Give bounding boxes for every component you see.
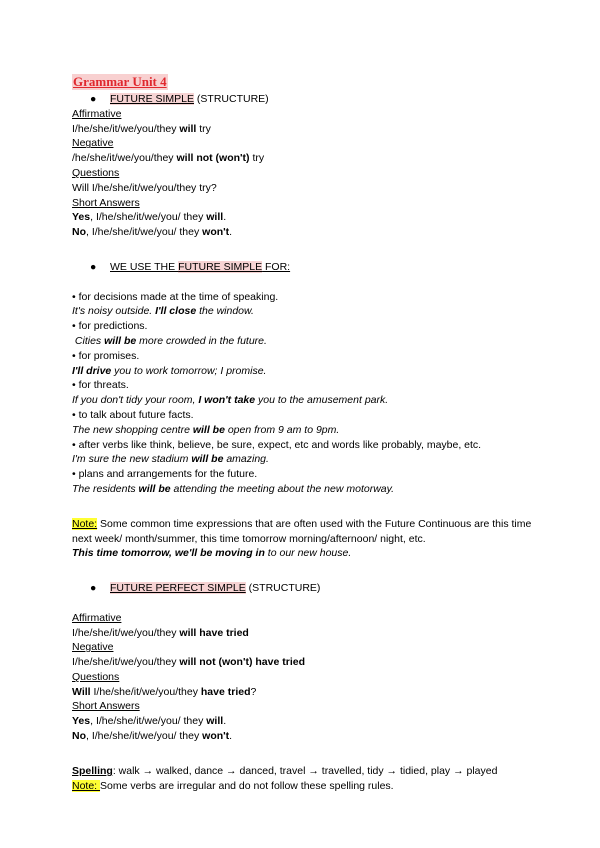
short-answer-no: No, I/he/she/it/we/you/ they won't. [72,730,233,743]
bullet-icon: ● [90,582,97,595]
bullet-icon: ● [90,93,97,105]
use-example: Cities will be more crowded in the future. [74,334,267,347]
affirmative-label: Affirmative [72,611,122,624]
short-answers-label: Short Answers [72,700,140,713]
bullet-icon: ● [90,260,97,273]
use-example: I'm sure the new stadium will be amazing. [72,453,269,466]
use-item: • after verbs like think, believe, be sure, expect, etc and words like probably, maybe, etc. [72,438,482,451]
questions-label: Questions [72,166,120,179]
short-answer-yes: Yes, I/he/she/it/we/you/ they will. [72,211,227,224]
short-answers-label: Short Answers [72,196,140,209]
note-label: Note: [72,517,98,530]
use-item: • for threats. [72,379,129,392]
affirmative-line: I/he/she/it/we/you/they will have tried [72,626,249,639]
questions-label: Questions [72,670,120,683]
spelling-label: Spelling [72,764,113,777]
use-item: • to talk about future facts. [72,408,194,421]
affirmative-line: I/he/she/it/we/you/they will try [72,122,211,135]
use-example: It's noisy outside. I'll close the window. [72,305,254,318]
negative-line: I/he/she/it/we/you/they will not (won't) have tried [72,656,305,669]
questions-line: Will I/he/she/it/we/you/they have tried? [72,685,257,698]
spelling-line: Spelling: walk → walked, dance → danced, travel → travelled, tidy → tidied, play → played [72,764,498,777]
use-item: • for predictions. [72,320,148,333]
use-example: The new shopping centre will be open from 9 am to 9pm. [72,423,340,436]
use-example: I'll drive you to work tomorrow; I promise. [72,364,267,377]
section-heading-future-simple: ● FUTURE SIMPLE (STRUCTURE) [90,93,269,105]
use-example: The residents will be attending the meeting about the new motorway. [72,482,395,495]
questions-line: Will I/he/she/it/we/you/they try? [72,181,217,194]
affirmative-label: Affirmative [72,107,122,120]
section-heading-future-perfect: ● FUTURE PERFECT SIMPLE (STRUCTURE) [90,582,321,595]
note-paragraph: Note: Some common time expressions that are often used with the Future Continuous are this time next week/ month/summer, this time tomorrow morning/afternoon/ night, etc. [72,517,532,545]
note-example: This time tomorrow, we'll be moving in to our new house. [72,547,352,560]
document-page [72,74,532,793]
page-title: Grammar Unit 4 [73,74,167,89]
note-2-line: Note: Some verbs are irregular and do not follow these spelling rules. [72,779,394,792]
use-item: • plans and arrangements for the future. [72,468,258,481]
negative-line: /he/she/it/we/you/they will not (won't) try [72,152,265,165]
use-example: If you don't tidy your room, I won't take you to the amusement park. [72,394,389,407]
short-answer-yes: Yes, I/he/she/it/we/you/ they will. [72,715,227,728]
short-answer-no: No, I/he/she/it/we/you/ they won't. [72,226,233,239]
section-heading-uses: ● WE USE THE FUTURE SIMPLE FOR: [90,260,291,273]
note-label: Note: [72,779,101,792]
use-item: • for decisions made at the time of speaking. [72,290,279,303]
negative-label: Negative [72,137,114,150]
use-item: • for promises. [72,349,140,362]
negative-label: Negative [72,641,114,654]
